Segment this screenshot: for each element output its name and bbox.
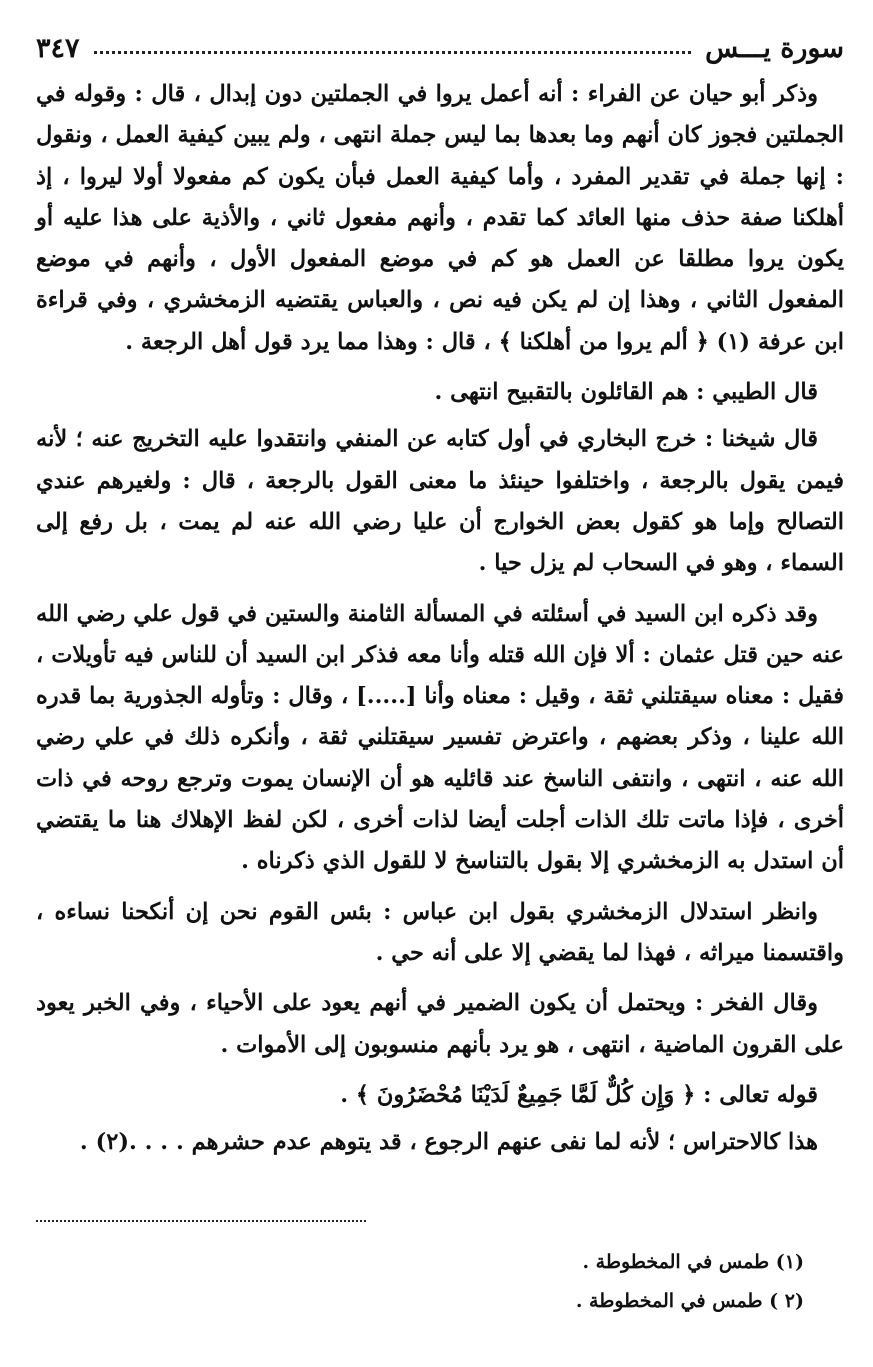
document-page [36, 28, 844, 1348]
paragraph-fakhr: وقال الفخر : ويحتمل أن يكون الضمير في أنهم يعود على الأحياء ، وفي الخبر يعود على القرون الماضية ، انتهى ، هو يرد بأنهم منسوبون إلى الأموات . [36, 990, 844, 1058]
paragraph-zamakhshari: وانظر استدلال الزمخشري بقول ابن عباس : بئس القوم نحن إن أنكحنا نساءه ، واقتسمنا ميراثه ، فهذا لما يقضي إلا على أنه حي . [36, 898, 844, 966]
paragraph-abu-hayyan: وذكر أبو حيان عن الفراء : أنه أعمل يروا في الجملتين دون إبدال ، قال : وقوله في الجملتين فجوز كان أنهم وما بعدها بما ليس جملة انتهى ، ولم يبين كيفية العمل ، ونقول : إنها جملة في تقدير المفرد ، وأما كيفية العمل فبأن يكون كم مفعولا أولا ليروا ، إذ أهلكنا صفة حذف منها العائد كما تقدم ، وأنهم مفعول ثاني ، والأذية على هذا عليه أو يكون يروا مطلقا عن العمل هو كم في موضع المفعول الأول ، وأنهم في موضع المفعول الثاني ، وهذا إن لم يكن فيه نص ، والعباس يقتضيه الزمخشري ، وفي قراءة ابن عرفة (١) ﴿ ألم يروا من أهلكنا ﴾ ، قال : وهذا مما يرد قول أهل الرجعة . [36, 81, 844, 355]
page-header [36, 28, 844, 68]
header-dotted-leader [94, 51, 692, 54]
main-text [36, 74, 844, 1163]
footnotes [304, 1243, 804, 1321]
surah-title: سورة يـــس [705, 32, 844, 64]
paragraph-ibn-al-sayyid: وقد ذكره ابن السيد في أسئلته في المسألة الثامنة والستين في قول علي رضي الله عنه حين قتل عثمان : ألا فإن الله قتله وأنا معه فذكر ابن السيد أن للناس فيه تأويلات ، فقيل : معناه سيقتلني ثقة ، وقيل : معناه وأنا [.....] ، وقال : وتأوله الجذورية بما قدره الله علينا ، وذكر بعضهم ، واعترض تفسير سيقتلني ثقة ، وأنكره ذلك في علي رضي الله عنه ، انتهى ، وانتفى الناسخ عند قائليه هو أن الإنسان يموت وترجع روحه في ذات أخرى ، فإذا ماتت تلك الذات أجلت أيضا لذات أخرى ، لكن لفظ الإهلاك هنا ما يقتضي أن استدل به الزمخشري إلا بقول بالتناسخ لا للقول الذي ذكرناه . [36, 600, 844, 875]
footnote-1: (١) طمس في المخطوطة . [582, 1251, 804, 1273]
footnote-2: (٢ ) طمس في المخطوطة . [575, 1290, 804, 1312]
paragraph-tibi: قال الطيبي : هم القائلون بالتقبيح انتهى . [434, 379, 818, 406]
paragraph-ihtiras: هذا كالاحتراس ؛ لأنه لما نفى عنهم الرجوع ، قد يتوهم عدم حشرهم . . . .(٢) . [79, 1129, 818, 1156]
paragraph-quran-verse: قوله تعالى : ﴿ وَإِن كُلٌّ لَمَّا جَمِيعٌ لَدَيْنَا مُحْضَرُونَ ﴾ . [340, 1081, 818, 1108]
page-number: ٣٤٧ [36, 32, 80, 64]
paragraph-shaykhuna: قال شيخنا : خرج البخاري في أول كتابه عن المنفي وانتقدوا عليه التخريج عنه ؛ لأنه فيمن يقول بالرجعة ، واختلفوا حينئذ ما معنى القول بالرجعة ، قال : ولغيرهم عندي التصالح وإما هو كقول بعض الخوارج أن عليا رضي الله عنه لم يمت ، بل رفع إلى السماء ، وهو في السحاب لم يزل حيا . [36, 426, 844, 577]
footnote-separator [36, 1220, 366, 1222]
